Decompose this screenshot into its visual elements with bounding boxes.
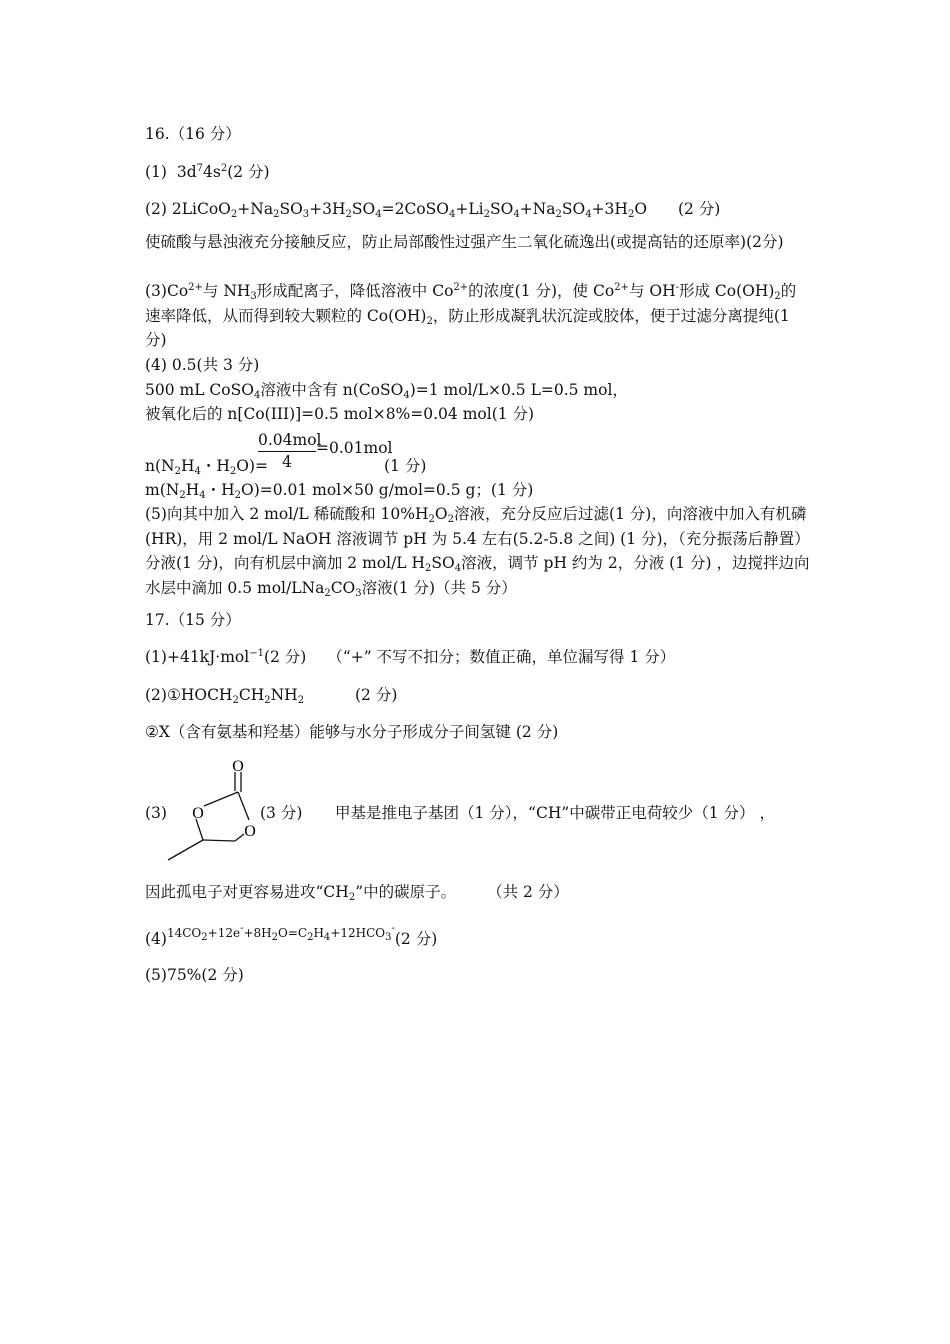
methyl-bond: [168, 840, 203, 860]
ring-bond-ch-ch2: [203, 840, 235, 841]
fraction-numerator: 0.04mol: [258, 431, 322, 449]
q17-heading: 17.（15 分）: [145, 611, 241, 629]
q17-part3-explanation: 甲基是推电子基团（1 分），“CH”中碳带正电荷较少（1 分） ，: [335, 804, 775, 822]
ring-bond-c-o-right: [238, 792, 249, 820]
q16-part5: (5)向其中加入 2 mol/L 稀硫酸和 $10\%H_2O_2$溶液，充分反应后过滤(1 分)，向溶液中加入有机磷(HR)，用 2 mol/L NaOH 溶液调节 pH 为 5.4 左右(5.2-5.8 之间) (1 分)，（充分振荡后静置）分液(1 分)，向有机层中滴加 2 mol/L $H_2SO_4$溶液，调节 pH 约为 2，分液 (1 分) ，边搅拌边向水层中滴加 0.5 mol/$LNa_2CO_3$溶液(1 分)（共 5 分）: [145, 505, 810, 599]
fraction-bar: [258, 451, 316, 452]
q16-part4-line1: 500 mL CoSO$_4$溶液中含有 n(CoSO$_4$)=1 mol/L×0.5 L=0.5 mol，: [145, 381, 628, 401]
q17-part4: $(4)^{14CO_2+12e^-+8H_2O=C_2H_4+12HCO_3^-}(2$ 分): [145, 923, 438, 948]
ring-bond-c-o-left: [204, 792, 238, 806]
q16-part4-heading: (4) 0.5(共 3 分): [145, 356, 260, 374]
q17-part3-label: (3): [145, 804, 167, 822]
propylene-carbonate-structure: [160, 752, 268, 864]
q16-part4-line3: $n(N_2H_4$・$H_2O)=$: [145, 457, 269, 477]
q17-part5: (5)75%(2 分): [145, 966, 244, 984]
q16-part4-line3-score: (1 分): [384, 457, 427, 475]
q16-part3: $(3)Co^{2+}$与 $NH_3$形成配离子，降低溶液中 $Co^{2+}$的浓度(1 分)，使 $Co^{2+}$与 OH-形成 $Co(OH)_2$的速率降低，从而得到较大颗粒的 $Co(OH)_2$，防止形成凝乳状沉淀或胶体，便于过滤分离提纯(1分): [145, 282, 797, 349]
q16-part1: (1) $3d^74s^2(2$ 分): [145, 163, 270, 181]
q16-part2-explanation: 使硫酸与悬浊液充分接触反应，防止局部酸性过强产生二氧化硫逸出(或提高钴的还原率)(2分): [145, 233, 784, 251]
ring-bond-o-ch: [196, 819, 203, 840]
q17-part2-a: $(2)①HOCH_2CH_2NH_2$ (2 分): [145, 686, 398, 706]
fraction-result: =0.01mol: [316, 439, 393, 457]
fraction-denominator: 4: [282, 453, 292, 471]
atom-o-left: O: [192, 805, 204, 822]
q17-part2-b: ②X（含有氨基和羟基）能够与水分子形成分子间氢键 (2 分): [145, 723, 559, 741]
q16-part4-line2: 被氧化后的 n[Co(III)]=0.5 mol×8%=0.04 mol(1 分): [145, 405, 535, 423]
atom-o-right: O: [244, 823, 256, 840]
q17-part3-score: (3 分): [260, 804, 303, 822]
q16-part4-line4: $m(N_2H_4$・$H_2O)=0.01$ mol×50 g/mol=0.5 g；(1 分): [145, 481, 534, 501]
q16-part2-equation: (2) $2LiCoO_2+Na_2SO_3+3H_2SO_4=2CoSO_4+Li_2SO_4+Na_2SO_4+3H_2O$ (2 分): [145, 200, 721, 220]
q16-heading: 16.（16 分）: [145, 125, 241, 143]
q17-part3-continuation: 因此孤电子对更容易进攻“$CH_2$”中的碳原子。 （共 2 分）: [145, 883, 569, 903]
ring-bond-ch2-o: [235, 834, 244, 841]
atom-o-top: O: [232, 758, 244, 775]
q17-part1: (1)+41kJ·mol$^{-1}$(2 分) （“+” 不写不扣分；数值正确，单位漏写得 1 分）: [145, 648, 676, 666]
